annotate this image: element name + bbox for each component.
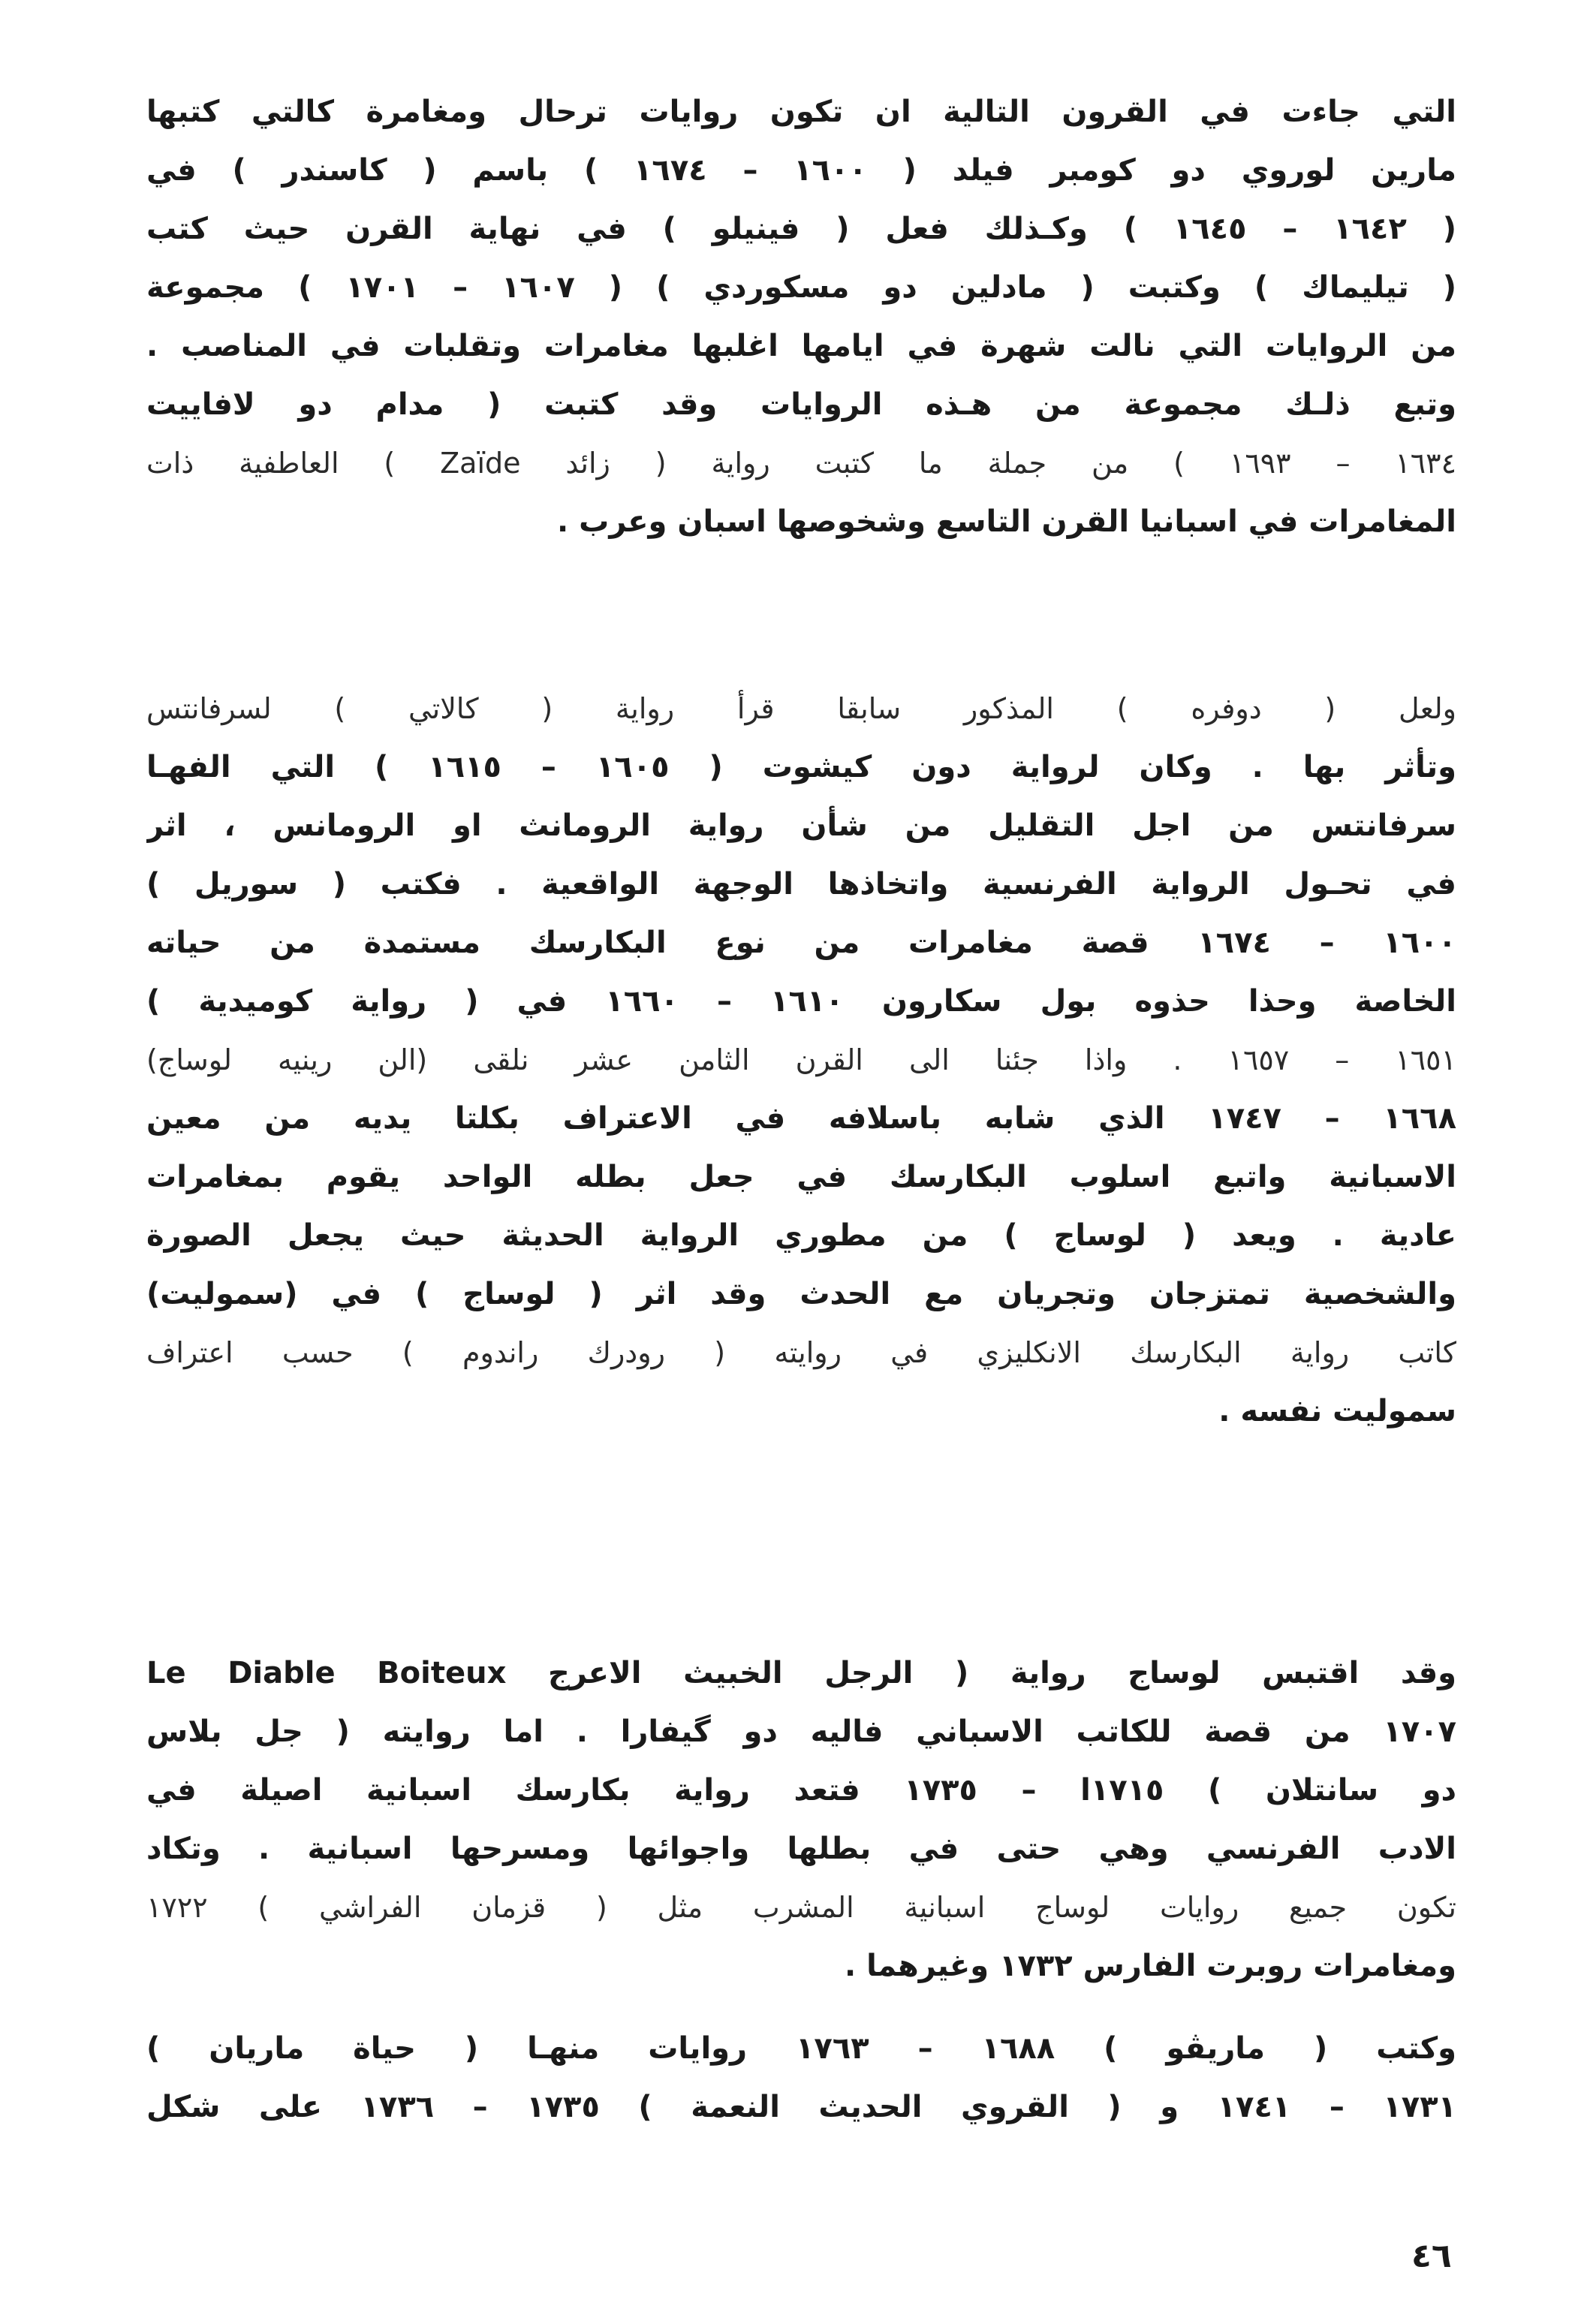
text-line: ( ١٦٤٢ – ١٦٤٥ ) وكـذلك فعل ( فينيلو ) في نهاية القرن حيث كتب xyxy=(146,212,1456,246)
text-line: سموليت نفسه . xyxy=(1218,1394,1456,1428)
text-line: ١٦٣٤ – ١٦٩٣ ) من جملة ما كتبت رواية ( زائد Zaïde ) العاطفية ذات xyxy=(146,447,1456,480)
text-line: ومغامرات روبرت الفارس ١٧٣٢ وغيرهما . xyxy=(845,1949,1456,1983)
text-line: ١٧٠٧ من قصة للكاتب الاسباني فاليه دو گيفارا . اما روايته ( جل بلاس xyxy=(146,1714,1456,1749)
text-line: من الروايات التي نالت شهرة في ايامها اغلبها مغامرات وتقلبات في المناصب . xyxy=(146,329,1456,363)
text-line: وكتب ( ماريڤو ) ١٦٨٨ – ١٧٦٣ روايات منهـا ( حياة ماريان ) xyxy=(146,2031,1456,2066)
text-line: وتبع ذلـك مجموعة من هـذه الروايات وقد كتبت ( مدام دو لافاييت xyxy=(146,387,1456,422)
text-line: ١٦٠٠ – ١٦٧٤ قصة مغامرات من نوع البكارسك مستمدة من حياته xyxy=(146,926,1456,960)
text-line: الاسبانية واتبع اسلوب البكارسك في جعل بطله الواحد يقوم بمغامرات xyxy=(146,1160,1456,1194)
text-line: في تحـول الرواية الفرنسية واتخاذها الوجهة الواقعية . فكتب ( سوريل ) xyxy=(146,867,1456,902)
text-line: والشخصية تمتزجان وتجريان مع الحدث وقد اثر ( لوساج ) في (سموليت) xyxy=(146,1277,1456,1311)
text-line: ١٧٣١ – ١٧٤١ و ( القروي الحديث النعمة ) ١٧٣٥ – ١٧٣٦ على شكل xyxy=(146,2090,1456,2124)
text-line: ( تيليماك ) وكتبت ( مادلين دو مسكوردي ) ( ١٦٠٧ – ١٧٠١ ) مجموعة xyxy=(146,270,1456,305)
text-line: التي جاءت في القرون التالية ان تكون روايات ترحال ومغامرة كالتي كتبها xyxy=(146,95,1456,129)
page-number: ٤٦ xyxy=(1411,2237,1452,2275)
paragraph-3 xyxy=(146,1644,1456,1995)
text-line: عادية . ويعد ( لوساج ) من مطوري الرواية الحديثة حيث يجعل الصورة xyxy=(146,1218,1456,1253)
paragraph-4 xyxy=(146,2019,1456,2136)
paragraph-2 xyxy=(146,679,1456,1440)
text-line: ١٦٥١ – ١٦٥٧ . واذا جئنا الى القرن الثامن عشر نلقى (الن رينيه لوساج) xyxy=(146,1043,1456,1076)
text-line: دو سانتلان ) ١٧١٥ا – ١٧٣٥ فتعد رواية بكارسك اسبانية اصيلة في xyxy=(146,1773,1456,1808)
text-line: المغامرات في اسبانيا القرن التاسع وشخوصها اسبان وعرب . xyxy=(557,504,1456,539)
text-line: الخاصة وحذا حذوه بول سكارون ١٦١٠ – ١٦٦٠ في ( رواية كوميدية ) xyxy=(146,984,1456,1019)
text-line: وقد اقتبس لوساج رواية ( الرجل الخبيث الاعرج Le Diable Boiteux xyxy=(146,1656,1456,1690)
text-line: ١٦٦٨ – ١٧٤٧ الذي شابه باسلافه في الاعتراف بكلتا يديه من معين xyxy=(146,1101,1456,1136)
text-line: وتأثر بها . وكان لرواية دون كيشوت ( ١٦٠٥ – ١٦١٥ ) التي الفهـا xyxy=(146,750,1456,784)
paragraph-1 xyxy=(146,83,1456,551)
text-line: سرفانتس من اجل التقليل من شأن رواية الرومانث او الرومانس ، اثر xyxy=(146,808,1456,843)
text-line: تكون جميع روايات لوساج اسبانية المشرب مثل ( قزمان الفراشي ) ١٧٢٢ xyxy=(146,1891,1456,1924)
text-line: مارين لوروي دو كومبر فيلد ( ١٦٠٠ – ١٦٧٤ ) باسم ( كاسندر ) في xyxy=(146,153,1456,188)
text-line: كاتب رواية البكارسك الانكليزي في روايته ( رودرك راندوم ) حسب اعتراف xyxy=(146,1336,1456,1369)
text-line: الادب الفرنسي وهي حتى في بطلها واجوائها ومسرحها اسبانية . وتكاد xyxy=(146,1832,1456,1866)
text-line: ولعل ( دوفره ) المذكور سابقا قرأ رواية ( كالاتي ) لسرفانتس xyxy=(146,692,1456,725)
